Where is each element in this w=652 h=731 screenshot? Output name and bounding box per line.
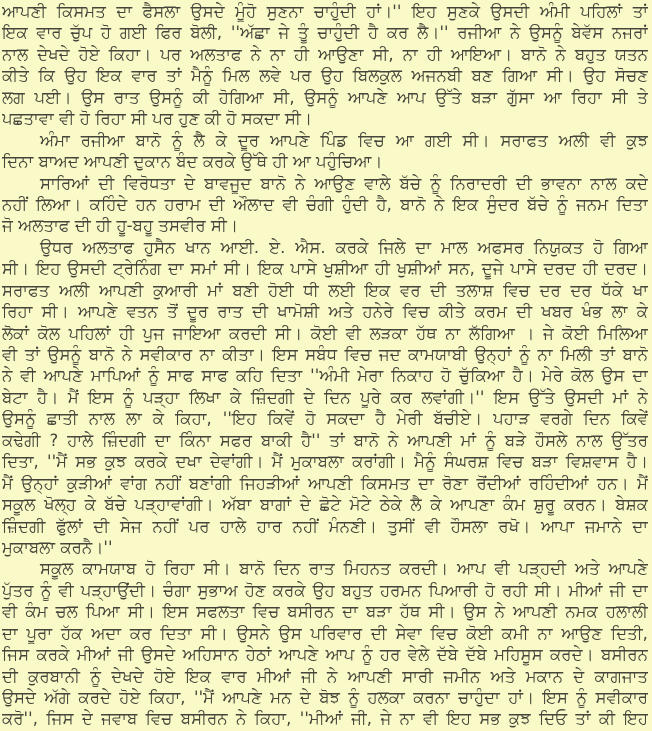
text-line: ਉਸਨੂੰ ਛਾਤੀ ਨਾਲ ਲਾ ਕੇ ਕਿਹਾ, ''ਇਹ ਕਿਵੇਂ ਹੋ ਸਕਦਾ ਹੈ ਮੇਰੀ ਬੱਚੀਏ। ਪਹਾੜ ਵਰਗੇ ਦਿਨ ਕਿਵੇਂ [2,409,648,429]
text-line: ਸਰਾਫਤ ਅਲੀ ਆਪਣੀ ਕੁਆਰੀ ਮਾਂ ਬਣੀ ਹੋਈ ਧੀ ਲਈ ਇਕ ਵਰ ਦੀ ਤਲਾਸ਼ ਵਿਚ ਦਰ ਦਰ ਧੱਕੇ ਖਾ [2,280,648,300]
text-line: ਪਛਤਾਵਾ ਵੀ ਹੋ ਰਿਹਾ ਸੀ ਪਰ ਹੁਣ ਕੀ ਹੋ ਸਕਦਾ ਸੀ। [2,109,313,129]
text-line: ਨਹੀਂ ਲਿਆ। ਕਹਿੰਦੇ ਹਨ ਹਰਾਮ ਦੀ ਔਲਾਦ ਵੀ ਚੰਗੀ ਹੁੰਦੀ ਹੈ, ਬਾਨੋ ਨੇ ਇਕ ਸੁੰਦਰ ਬੱਚੇ ਨੂੰ ਜਨਮ ਦਿਤਾ [2,194,648,214]
text-line: ਸਾਰਿਆਂ ਦੀ ਵਿਰੋਧਤਾ ਦੇ ਬਾਵਜੂਦ ਬਾਨੋ ਨੇ ਆਉਣ ਵਾਲੇ ਬੱਚੇ ਨੂੰ ਨਿਰਾਦਰੀ ਦੀ ਭਾਵਨਾ ਨਾਲ ਕਦੇ [40,173,648,193]
text-line: ਇਕ ਵਾਰ ਚੁੱਪ ਹੋ ਗਈ ਫਿਰ ਬੋਲੀ, ''ਅੱਛਾ ਜੇ ਤੂੰ ਚਾਹੁੰਦੀ ਹੈ ਕਰ ਲੈ।'' ਰਜੀਆ ਨੇ ਉਸਨੂੰ ਬੇਵੱਸ ਨਜਰਾਂ [2,23,648,43]
text-line: ਵੀ ਤਾਂ ਉਸਨੂੰ ਬਾਨੋ ਨੇ ਸਵੀਕਾਰ ਨਾ ਕੀਤਾ। ਇਸ ਸਬੰਧ ਵਿਚ ਜਦ ਕਾਮਯਾਬੀ ਉਨ੍ਹਾਂ ਨੂੰ ਨਾ ਮਿਲੀ ਤਾਂ ਬਾਨੋ [2,345,648,364]
text-line: ਕਢੇਗੀ ? ਹਾਲੇ ਜ਼ਿੰਦਗੀ ਦਾ ਕਿੰਨਾ ਸਫਰ ਬਾਕੀ ਹੈ'' ਤਾਂ ਬਾਨੋ ਨੇ ਆਪਣੀ ਮਾਂ ਨੂੰ ਬੜੇ ਹੌਸਲੇ ਨਾਲ ਉੱਤਰ [2,430,648,450]
text-line: ਸਕੂਲ ਕਾਮਯਾਬ ਹੋ ਰਿਹਾ ਸੀ। ਬਾਨੋ ਦਿਨ ਰਾਤ ਮਿਹਨਤ ਕਰਦੀ। ਆਪ ਵੀ ਪੜ੍ਹਦੀ ਅਤੇ ਆਪਣੇ [40,559,648,579]
text-line: ਉਸਦੇ ਅੱਗੇ ਕਰਦੇ ਹੋਏ ਕਿਹਾ, ''ਮੈਂ ਆਪਣੇ ਮਨ ਦੇ ਬੋਝ ਨੂੰ ਹਲਕਾ ਕਰਨਾ ਚਾਹੁੰਦਾ ਹਾਂ। ਇਸ ਨੂੰ ਸਵੀਕਾਰ [2,688,648,707]
text-line: ਅੰਮਾ ਰਜੀਆ ਬਾਨੋ ਨੂੰ ਲੈ ਕੇ ਦੂਰ ਆਪਣੇ ਪਿੰਡ ਵਿਚ ਆ ਗਈ ਸੀ। ਸਰਾਫਤ ਅਲੀ ਵੀ ਕੁਝ [40,130,648,150]
text-line: ਕਰੋ'', ਜਿਸ ਦੇ ਜਵਾਬ ਵਿਚ ਬਸੀਰਨ ਨੇ ਕਿਹਾ, ''ਮੀਆਂ ਜੀ, ਜੇ ਨਾ ਵੀ ਇਹ ਸਭ ਕੁਝ ਦਿਓ ਤਾਂ ਕੀ ਇਹ [2,709,648,729]
text-line: ਦੀ ਕੁਰਬਾਨੀ ਨੂੰ ਦੇਖਦੇ ਹੋਏ ਇਕ ਵਾਰ ਮੀਆਂ ਜੀ ਨੇ ਆਪਣੀ ਸਾਰੀ ਜਮੀਨ ਅਤੇ ਮਕਾਨ ਦੇ ਕਾਗਜਾਤ [2,666,648,686]
text-line: ਪੁੱਤਰ ਨੂੰ ਵੀ ਪੜ੍ਹਾਉਂਦੀ। ਚੰਗਾ ਸੁਭਾਅ ਹੋਣ ਕਰਕੇ ਉਹ ਬਹੁਤ ਹਰਮਨ ਪਿਆਰੀ ਹੋ ਰਹੀ ਸੀ। ਮੀਆਂ ਜੀ ਦਾ [2,580,648,600]
text-line: ਜਿਸ ਕਰਕੇ ਮੀਆਂ ਜੀ ਉਸਦੇ ਅਹਿਸਾਨ ਹੇਠਾਂ ਆਪਣੇ ਆਪ ਨੂੰ ਹਰ ਵੇਲੇ ਦੱਬੇ ਦੱਬੇ ਮਹਿਸੂਸ ਕਰਦੇ। ਬਸੀਰਨ [2,645,648,665]
text-line: ਲਗ ਪਈ। ਉਸ ਰਾਤ ਉਸਨੂੰ ਕੀ ਹੋਗਿਆ ਸੀ, ਉਸਨੂੰ ਆਪਣੇ ਆਪ ਉੱਤੇ ਬੜਾ ਗੁੱਸਾ ਆ ਰਿਹਾ ਸੀ ਤੇ [2,87,648,107]
text-line: ਲੋਕਾਂ ਕੋਲ ਪਹਿਲਾਂ ਹੀ ਪੁਜ ਜਾਇਆ ਕਰਦੀ ਸੀ। ਕੋਈ ਵੀ ਲੜਕਾ ਹੱਥ ਨਾ ਲੱਗਿਆ । ਜੇ ਕੋਈ ਮਿਲਿਆ [2,323,648,343]
text-line: ਦਿਤਾ, ''ਮੈਂ ਸਭ ਕੁਝ ਕਰਕੇ ਦਖਾ ਦੇਵਾਂਗੀ। ਮੈਂ ਮੁਕਾਬਲਾ ਕਰਾਂਗੀ। ਮੈਨੂੰ ਸੰਘਰਸ਼ ਵਿਚ ਬੜਾ ਵਿਸ਼ਵਾਸ ਹੈ। [2,452,648,472]
text-line: ਰਿਹਾ ਸੀ। ਆਪਣੇ ਵਤਨ ਤੋਂ ਦੂਰ ਰਾਤ ਦੀ ਖਾਮੋਸ਼ੀ ਅਤੇ ਹਨੇਰੇ ਵਿਚ ਕੀਤੇ ਕਰਮ ਦੀ ਖਬਰ ਖੰਭ ਲਾ ਕੇ [2,302,648,322]
text-body [2,1,648,730]
text-line: ਦਿਨਾ ਬਾਅਦ ਆਪਣੀ ਦੁਕਾਨ ਬੰਦ ਕਰਕੇ ਉੱਥੇ ਹੀ ਆ ਪਹੁੰਚਿਆ। [2,152,383,172]
text-line: ਵੀ ਕੰਮ ਚਲ ਪਿਆ ਸੀ। ਇਸ ਸਫਲਤਾ ਵਿਚ ਬਸੀਰਨ ਦਾ ਬੜਾ ਹੱਥ ਸੀ। ਉਸ ਨੇ ਆਪਣੀ ਨਮਕ ਹਲਾਲੀ [2,602,648,622]
text-line: ਨੇ ਵੀ ਆਪਣੇ ਮਾਪਿਆਂ ਨੂੰ ਸਾਫ ਸਾਫ ਕਹਿ ਦਿਤਾ ''ਅੰਮੀ ਮੇਰਾ ਨਿਕਾਹ ਹੋ ਚੁੱਕਿਆ ਹੈ। ਮੇਰੇ ਕੋਲ ਉਸ ਦਾ [2,366,648,386]
text-line: ਦਾ ਪੂਰਾ ਹੱਕ ਅਦਾ ਕਰ ਦਿਤਾ ਸੀ। ਉਸਨੇ ਉਸ ਪਰਿਵਾਰ ਦੀ ਸੇਵਾ ਵਿਚ ਕੋਈ ਕਮੀ ਨਾ ਆਉਣ ਦਿਤੀ, [2,623,648,643]
text-line: ਸਕੂਲ ਖੋਲ੍ਹ ਕੇ ਬੱਚੇ ਪੜ੍ਹਾਵਾਂਗੀ। ਅੱਬਾ ਬਾਗਾਂ ਦੇ ਛੋਟੇ ਮੋਟੇ ਠੇਕੇ ਲੈ ਕੇ ਆਪਣਾ ਕੰਮ ਸ਼ੁਰੂ ਕਰਨ। ਬੇਸ਼ਕ [2,495,648,515]
text-line: ਜ਼ਿੰਦਗੀ ਫੁੱਲਾਂ ਦੀ ਸੇਜ ਨਹੀਂ ਪਰ ਹਾਲੇ ਹਾਰ ਨਹੀਂ ਮੰਨਣੀ। ਤੁਸੀਂ ਵੀ ਹੌਸਲਾ ਰਖੋ। ਆਪਾ ਜਮਾਨੇ ਦਾ [2,516,648,536]
text-line: ਕੀਤੇ ਕਿ ਉਹ ਇਕ ਵਾਰ ਤਾਂ ਮੈਨੂੰ ਮਿਲ ਲਵੇ ਪਰ ਉਹ ਬਿਲਕੁਲ ਅਜਨਬੀ ਬਣ ਗਿਆ ਸੀ। ਉਹ ਸੋਚਣ [2,66,648,86]
text-line: ਮੁਕਾਬਲਾ ਕਰਨੈ।'' [2,537,113,557]
text-line: ਮੈਂ ਉਨ੍ਹਾਂ ਕੁੜੀਆਂ ਵਾਂਗ ਨਹੀਂ ਬਣਾਂਗੀ ਜਿਹੜੀਆਂ ਆਪਣੀ ਕਿਸਮਤ ਦਾ ਰੋਣਾ ਰੋਂਦੀਆਂ ਰਹਿੰਦੀਆਂ ਹਨ। ਮੈਂ [2,473,648,493]
text-line: ਸੀ। ਇਹ ਉਸਦੀ ਟ੍ਰੇਨਿੰਗ ਦਾ ਸਮਾਂ ਸੀ। ਇਕ ਪਾਸੇ ਖੁਸ਼ੀਆ ਹੀ ਖੁਸ਼ੀਆਂ ਸਨ, ਦੂਜੇ ਪਾਸੇ ਦਰਦ ਹੀ ਦਰਦ। [2,259,648,279]
text-line: ਉਧਰ ਅਲਤਾਫ ਹੁਸੈਨ ਖਾਨ ਆਈ. ਏ. ਐਸ. ਕਰਕੇ ਜਿਲੇ ਦਾ ਮਾਲ ਅਫਸਰ ਨਿਯੁਕਤ ਹੋ ਗਿਆ [40,237,648,257]
text-line: ਬੇਟਾ ਹੈ। ਮੈਂ ਇਸ ਨੂੰ ਪੜ੍ਹਾ ਲਿਖਾ ਕੇ ਜ਼ਿੰਦਗੀ ਦੇ ਦਿਨ ਪੂਰੇ ਕਰ ਲਵਾਂਗੀ।'' ਇਸ ਉੱਤੇ ਉਸਦੀ ਮਾਂ ਨੇ [2,387,648,407]
text-line: ਜੋ ਅਲਤਾਫ ਦੀ ਹੀ ਹੂ-ਬਹੂ ਤਸਵੀਰ ਸੀ। [2,216,239,236]
text-line: ਨਾਲ ਦੇਖਦੇ ਹੋਏ ਕਿਹਾ। ਪਰ ਅਲਤਾਫ ਨੇ ਨਾ ਹੀ ਆਉਣਾ ਸੀ, ਨਾ ਹੀ ਆਇਆ। ਬਾਨੋ ਨੇ ਬਹੁਤ ਯਤਨ [2,44,648,64]
text-line: ਆਪਣੀ ਕਿਸਮਤ ਦਾ ਫੈਸਲਾ ਉਸਦੇ ਮੂੰਹੋ ਸੁਣਨਾ ਚਾਹੁੰਦੀ ਹਾਂ।'' ਇਹ ਸੁਣਕੇ ਉਸਦੀ ਅੰਮੀ ਪਹਿਲਾਂ ਤਾਂ [2,2,648,21]
